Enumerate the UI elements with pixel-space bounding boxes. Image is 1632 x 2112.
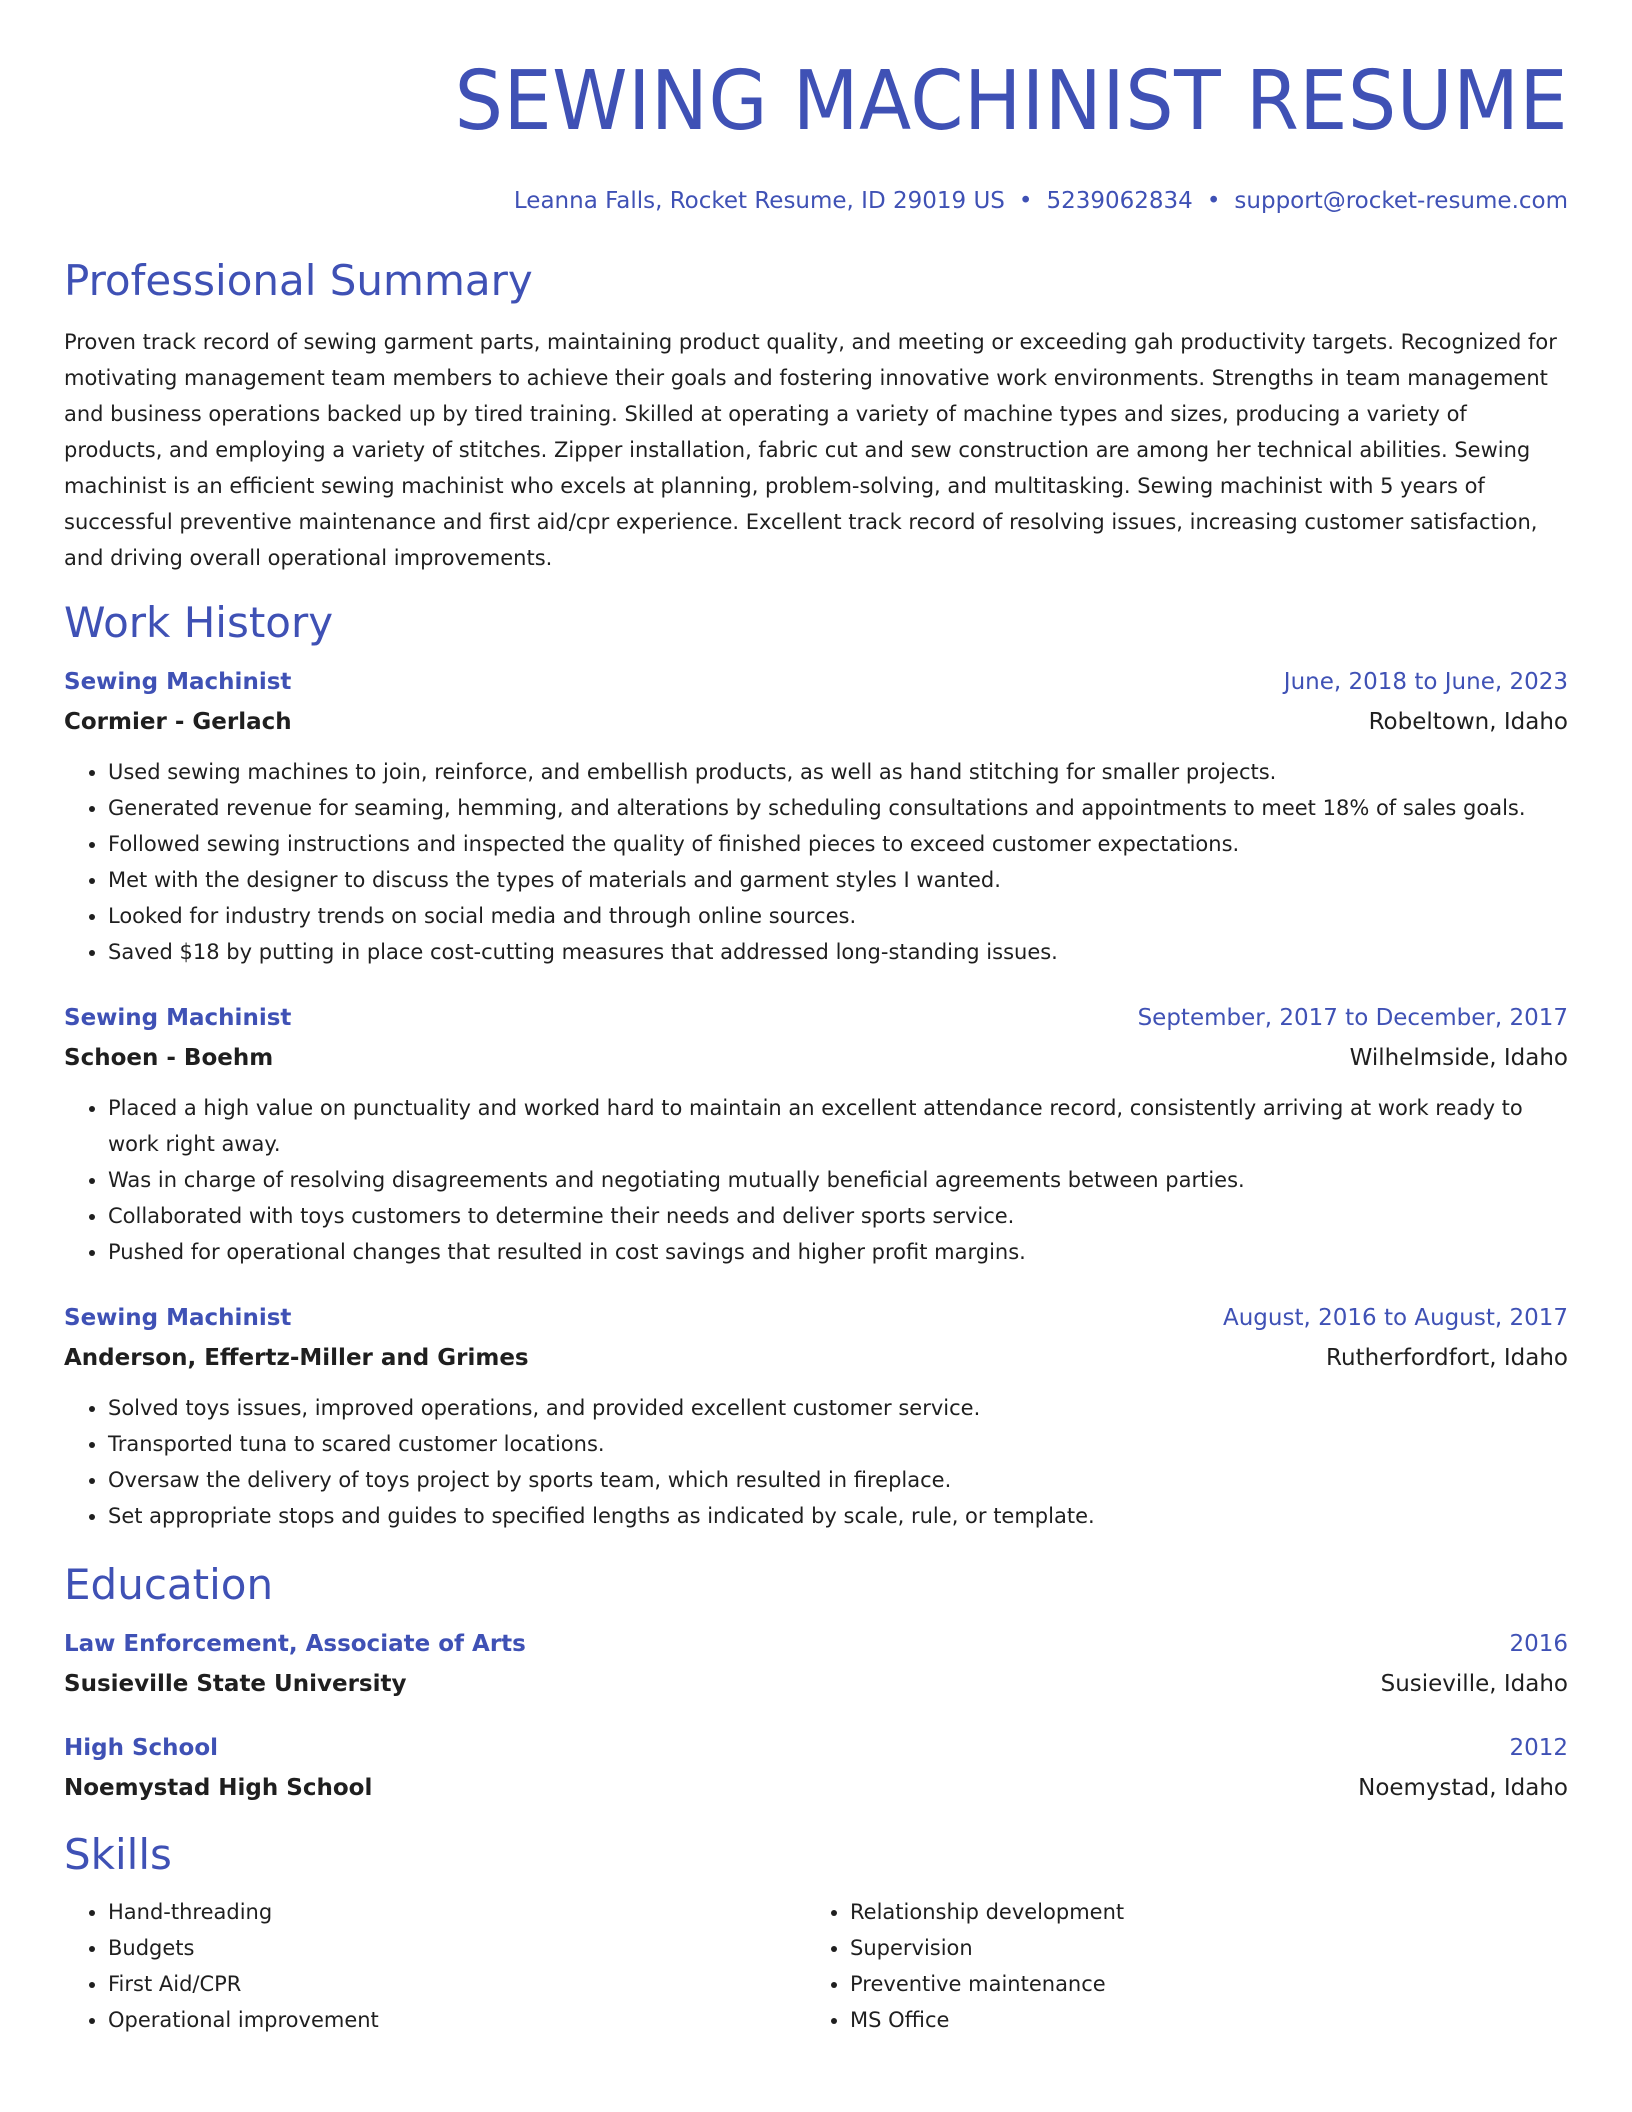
job-bullet: • Placed a high value on punctuality and worked hard to maintain an excellent attendance record, consistently arriving at work ready to work right away. [108, 1090, 1568, 1162]
skill-item: • First Aid/CPR [108, 1966, 806, 2002]
job-bullet: • Looked for industry trends on social media and through online sources. [108, 898, 1568, 934]
job-bullet: • Generated revenue for seaming, hemming, and alterations by scheduling consultations and appointments to meet 18% of sales goals. [108, 790, 1568, 826]
education-heading: Education [64, 1560, 274, 1609]
job-title: Sewing Machinist [64, 1305, 292, 1331]
job-entry [64, 1002, 1568, 1270]
job-title: Sewing Machinist [64, 1005, 292, 1031]
job-location: Wilhelmside, Idaho [1349, 1045, 1568, 1071]
job-bullet: • Collaborated with toys customers to determine their needs and deliver sports service. [108, 1198, 1568, 1234]
job-bullet: • Was in charge of resolving disagreements and negotiating mutually beneficial agreements between parties. [108, 1162, 1568, 1198]
skill-item: • MS Office [850, 2002, 1124, 2038]
skills-heading: Skills [64, 1830, 172, 1879]
job-bullet: • Oversaw the delivery of toys project by sports team, which resulted in fireplace. [108, 1462, 1568, 1498]
skill-item: • Operational improvement [108, 2002, 806, 2038]
skill-item: • Supervision [850, 1930, 1124, 1966]
job-company: Schoen - Boehm [64, 1045, 274, 1071]
job-dates: September, 2017 to December, 2017 [1137, 1005, 1568, 1031]
work-history-heading: Work History [64, 598, 334, 647]
education-location: Noemystad, Idaho [1358, 1775, 1568, 1801]
job-location: Robeltown, Idaho [1368, 709, 1568, 735]
job-entry [64, 1302, 1568, 1534]
skill-item: • Budgets [108, 1930, 806, 1966]
education-year: 2016 [1509, 1631, 1568, 1657]
skills-section [64, 1830, 1568, 2038]
contact-address: Leanna Falls, Rocket Resume, ID 29019 US [513, 188, 1005, 214]
skills-column-left [64, 1894, 806, 2038]
work-history-section [64, 598, 1568, 1534]
job-bullet: • Met with the designer to discuss the types of materials and garment styles I wanted. [108, 862, 1568, 898]
job-entry [64, 666, 1568, 970]
job-bullet: • Transported tuna to scared customer locations. [108, 1426, 1568, 1462]
contact-separator: • [1206, 188, 1221, 214]
job-location: Rutherfordfort, Idaho [1326, 1345, 1568, 1371]
summary-heading: Professional Summary [64, 256, 533, 305]
education-degree: Law Enforcement, Associate of Arts [64, 1631, 526, 1657]
job-bullet: • Followed sewing instructions and inspected the quality of finished pieces to exceed customer expectations. [108, 826, 1568, 862]
job-bullets [64, 1390, 1568, 1534]
contact-separator: • [1018, 188, 1033, 214]
job-bullet: • Solved toys issues, improved operations, and provided excellent customer service. [108, 1390, 1568, 1426]
education-degree: High School [64, 1735, 219, 1761]
summary-section [64, 256, 1568, 576]
job-bullet: • Saved $18 by putting in place cost-cutting measures that addressed long-standing issues. [108, 934, 1568, 970]
job-bullet: • Set appropriate stops and guides to specified lengths as indicated by scale, rule, or template. [108, 1498, 1568, 1534]
contact-line [64, 186, 1568, 216]
education-year: 2012 [1509, 1735, 1568, 1761]
job-title: Sewing Machinist [64, 669, 292, 695]
job-bullets [64, 754, 1568, 970]
job-company: Anderson, Effertz-Miller and Grimes [64, 1345, 529, 1371]
summary-text: Proven track record of sewing garment parts, maintaining product quality, and meeting or exceeding gah productivity targets. Recognized for motivating management team members to achieve their goals and fostering innovative work environments. Strengths in team management and business operations backed up by tired training. Skilled at operating a variety of machine types and sizes, producing a variety of products, and employing a variety of stitches. Zipper installation, fabric cut and sew construction are among her technical abilities. Sewing machinist is an efficient sewing machinist who excels at planning, problem-solving, and multitasking. Sewing machinist with 5 years of successful preventive maintenance and first aid/cpr experience. Excellent track record of resolving issues, increasing customer satisfaction, and driving overall operational improvements. [64, 330, 1557, 570]
skill-item: • Relationship development [850, 1894, 1124, 1930]
job-dates: August, 2016 to August, 2017 [1223, 1305, 1568, 1331]
job-bullet: • Pushed for operational changes that resulted in cost savings and higher profit margins. [108, 1234, 1568, 1270]
education-school: Susieville State University [64, 1671, 407, 1697]
contact-phone: 5239062834 [1046, 188, 1193, 214]
job-company: Cormier - Gerlach [64, 709, 292, 735]
education-entry [64, 1732, 1568, 1804]
skill-item: • Preventive maintenance [850, 1966, 1124, 2002]
job-bullet: • Used sewing machines to join, reinforce, and embellish products, as well as hand stitching for smaller projects. [108, 754, 1568, 790]
education-school: Noemystad High School [64, 1775, 373, 1801]
job-dates: June, 2018 to June, 2023 [1283, 669, 1568, 695]
job-bullets [64, 1090, 1568, 1270]
skill-item: • Hand-threading [108, 1894, 806, 1930]
skills-column-right [806, 1894, 1124, 2038]
education-section [64, 1560, 1568, 1804]
education-location: Susieville, Idaho [1380, 1671, 1568, 1697]
education-entry [64, 1628, 1568, 1700]
skills-list [64, 1894, 1568, 2038]
resume-title: SEWING MACHINIST RESUME [454, 54, 1568, 149]
contact-email: support@rocket-resume.com [1234, 188, 1568, 214]
